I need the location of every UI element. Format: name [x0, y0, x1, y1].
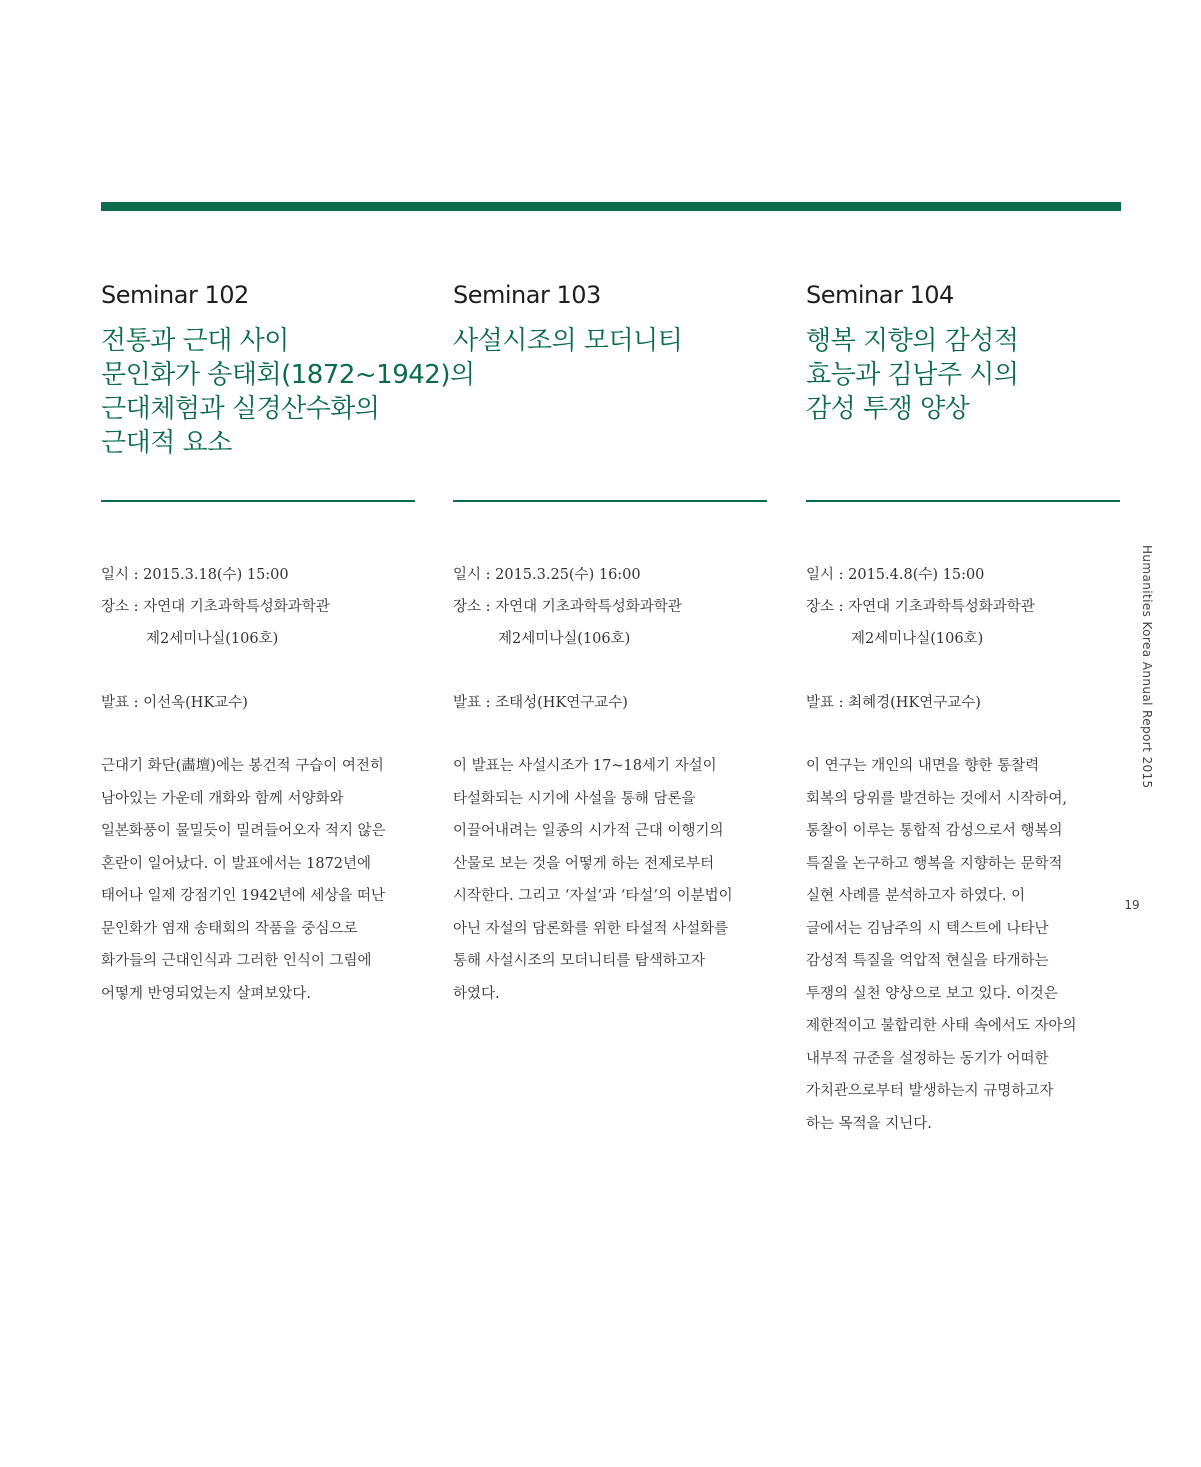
seminar-title-line: 문인화가 송태회(1872~1942)의: [101, 360, 475, 390]
description-line: 실현 사례를 분석하고자 하였다. 이: [806, 888, 1026, 904]
description-line: 일본화풍이 물밀듯이 밀려들어오자 적지 않은: [101, 823, 386, 839]
seminar-place: 장소 : 자연대 기초과학특성화과학관: [806, 599, 1035, 615]
seminar-date: 일시 : 2015.4.8(수) 15:00: [806, 567, 985, 583]
description-line: 이 발표는 사설시조가 17~18세기 자설이: [453, 758, 717, 774]
seminar-date: 일시 : 2015.3.18(수) 15:00: [101, 567, 289, 583]
description-line: 통해 사설시조의 모더니티를 탐색하고자: [453, 953, 705, 969]
seminar-102-header: [101, 280, 475, 460]
description-line: 타설화되는 시기에 사설을 통해 담론을: [453, 790, 696, 807]
description-line: 이 연구는 개인의 내면을 향한 통찰력: [806, 758, 1040, 774]
seminar-title-line: 근대적 요소: [101, 428, 232, 458]
seminar-room: 제2세미나실(106호): [851, 631, 984, 647]
report-name-vertical: Humanities Korea Annual Report 2015: [1140, 545, 1154, 789]
column-divider: [453, 500, 767, 502]
seminar-title-line: 근대체험과 실경산수화의: [101, 394, 380, 424]
seminar-label: Seminar 102: [101, 281, 249, 309]
seminar-title: [453, 324, 768, 358]
column-divider: [806, 500, 1120, 502]
description-line: 하는 목적을 지닌다.: [806, 1115, 932, 1132]
seminar-title: [806, 324, 1121, 426]
seminar-103-description: [453, 752, 783, 1012]
description-line: 남아있는 가운데 개화와 함께 서양화와: [101, 790, 344, 807]
description-line: 산물로 보는 것을 어떻게 하는 전제로부터: [453, 855, 715, 872]
description-line: 통찰이 이루는 통합적 감성으로서 행복의: [806, 823, 1063, 839]
description-line: 화가들의 근대인식과 그러한 인식이 그림에: [101, 953, 372, 969]
description-line: 내부적 규준을 설정하는 동기가 어떠한: [806, 1050, 1049, 1067]
seminar-label: Seminar 104: [806, 281, 954, 309]
description-line: 이끌어내려는 일종의 시가적 근대 이행기의: [453, 823, 724, 839]
seminar-title-line: 감성 투쟁 양상: [806, 394, 970, 424]
seminar-102-description: [101, 752, 431, 1012]
description-line: 가치관으로부터 발생하는지 규명하고자: [806, 1083, 1054, 1099]
seminar-room: 제2세미나실(106호): [498, 631, 631, 647]
seminar-104-description: [806, 752, 1136, 1142]
seminar-date: 일시 : 2015.3.25(수) 16:00: [453, 567, 641, 583]
column-divider: [101, 500, 415, 502]
description-line: 회복의 당위를 발견하는 것에서 시작하여,: [806, 790, 1068, 807]
description-line: 태어나 일제 강점기인 1942년에 세상을 떠난: [101, 888, 386, 904]
seminar-104-header: [806, 280, 1121, 426]
description-line: 하였다.: [453, 985, 500, 1002]
description-line: 글에서는 김남주의 시 텍스트에 나타난: [806, 920, 1049, 937]
seminar-103-header: [453, 280, 768, 358]
seminar-presenter: 발표 : 조태성(HK연구교수): [453, 695, 628, 711]
seminar-title-line: 전통과 근대 사이: [101, 326, 289, 356]
description-line: 투쟁의 실천 양상으로 보고 있다. 이것은: [806, 985, 1058, 1002]
description-line: 특질을 논구하고 행복을 지향하는 문학적: [806, 855, 1063, 872]
seminar-label: Seminar 103: [453, 281, 601, 309]
description-line: 감성적 특질을 억압적 현실을 타개하는: [806, 953, 1049, 969]
description-line: 제한적이고 불합리한 사태 속에서도 자아의: [806, 1018, 1077, 1034]
description-line: 시작한다. 그리고 ‘자설’과 ‘타설’의 이분법이: [453, 888, 733, 904]
page-number: 19: [1124, 898, 1140, 912]
seminar-103-info: [453, 561, 773, 721]
top-divider-bar: [101, 202, 1121, 211]
description-line: 혼란이 일어났다. 이 발표에서는 1872년에: [101, 855, 372, 872]
seminar-title-line: 행복 지향의 감성적: [806, 326, 1019, 356]
description-line: 문인화가 염재 송태회의 작품을 중심으로: [101, 920, 358, 937]
description-line: 근대기 화단(畵壇)에는 봉건적 구습이 여전히: [101, 758, 384, 774]
seminar-title-line: 효능과 김남주 시의: [806, 360, 1019, 390]
seminar-102-info: [101, 561, 421, 721]
seminar-place: 장소 : 자연대 기초과학특성화과학관: [101, 599, 330, 615]
seminar-presenter: 발표 : 최혜경(HK연구교수): [806, 695, 981, 711]
description-line: 어떻게 반영되었는지 살펴보았다.: [101, 985, 311, 1002]
description-line: 아닌 자설의 담론화를 위한 타설적 사설화를: [453, 920, 729, 937]
seminar-104-info: [806, 561, 1126, 721]
seminar-title-line: 사설시조의 모더니티: [453, 326, 683, 356]
seminar-title: [101, 324, 475, 460]
seminar-presenter: 발표 : 이선옥(HK교수): [101, 695, 248, 711]
seminar-room: 제2세미나실(106호): [146, 631, 279, 647]
seminar-place: 장소 : 자연대 기초과학특성화과학관: [453, 599, 682, 615]
